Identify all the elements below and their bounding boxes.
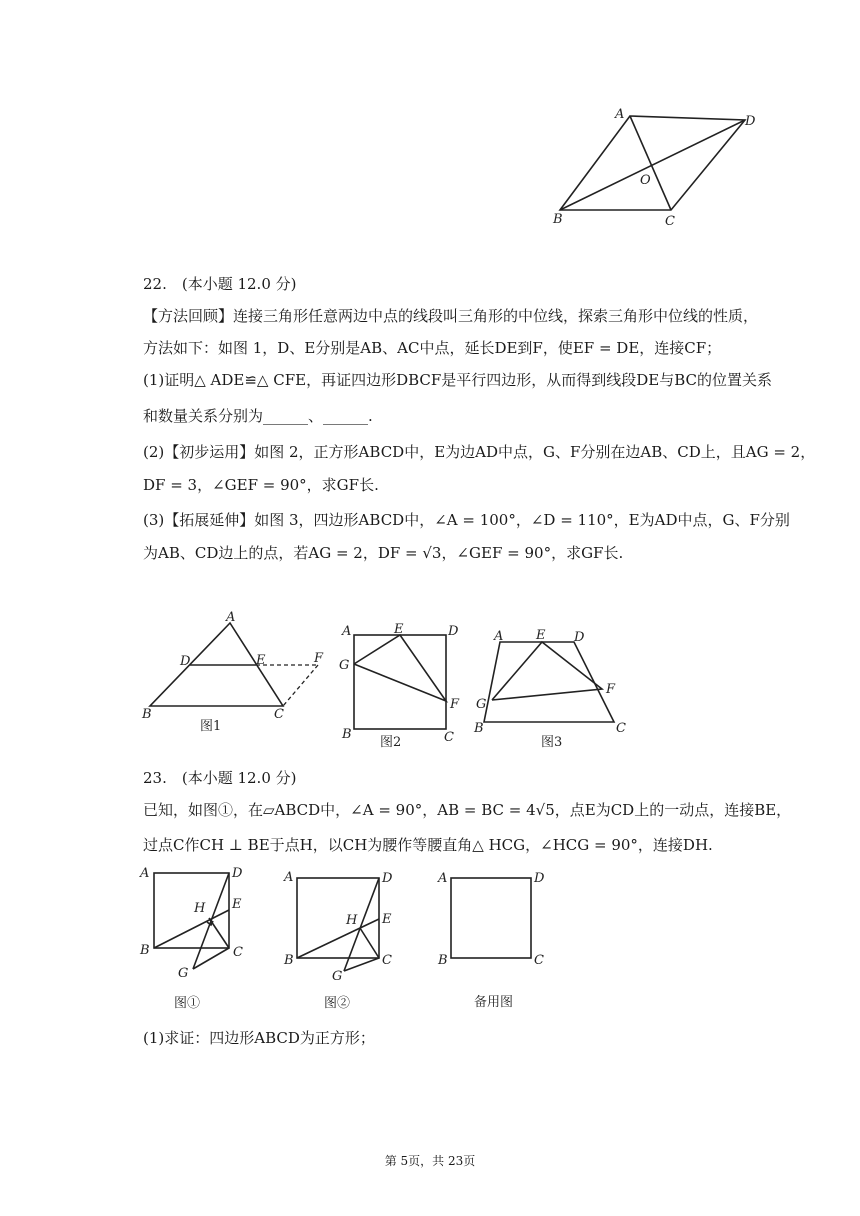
triangle-gef [492,642,602,700]
label-b: B [142,707,152,722]
diagonal-bd [560,120,745,210]
label-f: F [450,697,460,712]
figure-circled-2-caption: 图② [324,996,351,1011]
label-g: G [332,969,343,984]
label-e: E [536,628,546,643]
label-d: D [534,871,545,886]
q22-header: 22. (本小题 12.0 分) [143,275,297,293]
q22-line4: 和数量关系分别为______、______. [143,407,373,425]
dashed-fc [283,665,318,706]
label-b: B [140,943,150,958]
q23-line1: 已知，如图①，在▱ABCD中，∠A = 90°，AB = BC = 4√5，点E为CD上的一动点，连接BE， [143,801,792,819]
label-a: A [615,107,625,122]
label-c: C [534,953,544,968]
label-g: G [476,697,487,712]
label-e: E [256,653,266,668]
label-o: O [640,173,651,188]
label-b: B [284,953,294,968]
q22-line3: (1)证明△ ADE≌△ CFE，再证四边形DBCF是平行四边形，从而得到线段DE与BC的位置关系 [143,371,773,389]
label-d: D [180,654,191,669]
label-d: D [745,114,756,129]
figure-3-caption: 图3 [541,735,563,750]
label-d: D [232,866,243,881]
label-f: F [606,682,616,697]
figure-backup-caption: 备用图 [474,995,514,1010]
label-a: A [284,870,294,885]
q22-line6: DF = 3，∠GEF = 90°，求GF长. [143,476,379,494]
figure-backup [436,866,556,1014]
figure-2-caption: 图2 [380,735,402,750]
label-d: D [574,630,585,645]
label-h: H [346,913,358,928]
label-b: B [342,727,352,742]
trapezoid-abcd [484,642,614,722]
label-g: G [178,966,189,981]
label-b: B [553,212,563,227]
diagonal-ac [630,116,671,210]
label-a: A [494,629,504,644]
label-d: D [382,871,393,886]
label-e: E [382,912,392,927]
square-abcd [297,878,379,958]
figure-3 [470,622,635,752]
label-f: F [314,651,324,666]
q22-line2: 方法如下：如图 1，D、E分别是AB、AC中点，延长DE到F，使EF = DE，连接CF； [143,339,722,357]
figure-circled-2 [282,866,407,1014]
figure-circled-1-caption: 图① [174,996,201,1011]
q23-line2: 过点C作CH ⊥ BE于点H，以CH为腰作等腰直角△ HCG，∠HCG = 90°，连接DH. [143,836,713,854]
label-a: A [438,871,448,886]
label-c: C [274,707,284,722]
label-c: C [233,945,243,960]
label-e: E [232,897,242,912]
label-a: A [140,866,150,881]
label-d: D [448,624,459,639]
segment-ch [360,928,379,958]
q22-line1: 【方法回顾】连接三角形任意两边中点的线段叫三角形的中位线，探索三角形中位线的性质， [143,307,759,325]
figure-rhombus [545,100,765,235]
label-c: C [665,214,675,229]
label-c: C [444,730,454,745]
q23-sub1: (1)求证：四边形ABCD为正方形； [143,1029,375,1047]
label-a: A [226,610,236,625]
label-c: C [616,721,626,736]
label-g: G [339,658,350,673]
square-abcd [154,873,229,948]
figure-2 [338,618,468,753]
figure-1 [138,608,338,738]
segment-gc [193,948,229,969]
q22-line8: 为AB、CD边上的点，若AG = 2，DF = √3，∠GEF = 90°，求GF长. [143,544,624,562]
segment-be [154,910,229,948]
q23-header: 23. (本小题 12.0 分) [143,769,297,787]
square-abcd [451,878,531,958]
q22-line5: (2)【初步运用】如图 2，正方形ABCD中，E为边AD中点，G、F分别在边AB、CD上，且AG = 2， [143,443,816,461]
page-footer: 第 5页，共 23页 [384,1154,476,1168]
triangle-gef [354,635,446,701]
label-e: E [394,622,404,637]
figure-circled-1 [138,862,253,1012]
label-a: A [342,624,352,639]
q22-line7: (3)【拓展延伸】如图 3，四边形ABCD中，∠A = 100°，∠D = 110°，E为AD中点，G、F分别 [143,511,790,529]
segment-gc [344,958,379,971]
label-b: B [474,721,484,736]
label-h: H [194,901,206,916]
figure-1-caption: 图1 [200,719,222,734]
label-b: B [438,953,448,968]
label-c: C [382,953,392,968]
